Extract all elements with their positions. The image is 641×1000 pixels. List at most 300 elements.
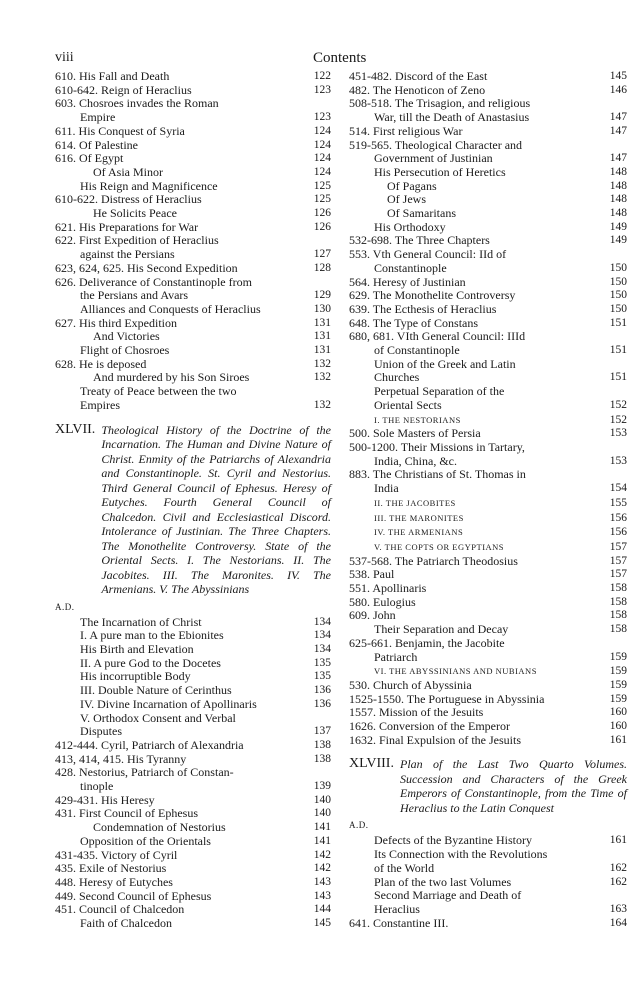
toc-entry [55,97,331,111]
toc-entry [349,596,627,610]
toc-entry-text: 609. John [349,608,396,623]
toc-entry [349,207,627,221]
toc-entry [349,262,627,276]
toc-entry-title [55,807,307,821]
toc-entry-page: 159 [609,692,627,705]
toc-entry-title [55,234,307,248]
toc-entry-title [55,849,307,863]
toc-entry-page: 142 [313,862,331,875]
toc-entry-title [55,84,307,98]
toc-entry-title [55,371,307,385]
toc-entry [349,623,627,637]
toc-entry [55,139,331,153]
toc-entry-title [349,568,603,582]
toc-entry-text: 435. Exile of Nestorius [55,861,167,876]
toc-entry-page: 131 [313,330,331,343]
toc-entry-page: 156 [609,526,627,539]
toc-entry-title [55,152,307,166]
toc-entry [55,739,331,753]
toc-entry-text: Constantinople [374,260,447,275]
chapter-heading [55,423,331,597]
toc-entry-title [349,511,603,526]
toc-entry [349,152,627,166]
toc-entry-title [55,166,307,180]
toc-entry-text: 532-698. The Three Chapters [349,233,490,248]
toc-entry-text: 519-565. Theological Character and [349,137,523,152]
toc-entry [349,651,627,665]
toc-entry-text: Alliances and Conquests of Heraclius [80,301,261,316]
chapter-summary: Plan of the Last Two Quarto Volumes. Succession and Characters of the Greek Emperors of Constantinople, from the Time of Heraclius to the Latin Conquest [399,757,627,815]
toc-entry-title [349,180,603,194]
toc-entry [349,455,627,469]
toc-entry [55,629,331,643]
toc-entry-text: Defects of the Byzantine History [374,833,532,848]
toc-entry-text: 564. Heresy of Justinian [349,274,466,289]
toc-entry-title [349,111,603,125]
toc-entry [349,248,627,262]
toc-entry-text: Oriental Sects [374,397,442,412]
toc-entry-page: 150 [609,289,627,302]
toc-entry [349,180,627,194]
toc-entry [349,540,627,555]
toc-entry-page: 125 [313,193,331,206]
toc-entry-text: His Orthodoxy [374,219,446,234]
toc-entry-title [55,289,307,303]
toc-entry [349,413,627,428]
toc-entry-text: VI. THE ABYSSINIANS AND NUBIANS [374,666,537,677]
toc-entry-page: 131 [313,344,331,357]
toc-entry-title [349,862,603,876]
toc-entry-text: Perpetual Separation of the [374,384,505,399]
toc-entry-page: 146 [609,83,627,96]
toc-entry-title [55,698,307,712]
toc-entry [349,358,627,372]
toc-entry-text: Heraclius [374,901,420,916]
toc-entry [55,725,331,739]
toc-entry-page: 153 [609,427,627,440]
toc-entry-text: 627. His third Expedition [55,315,177,330]
toc-entry [349,903,627,917]
toc-entry [55,712,331,726]
toc-entry-title [55,180,307,194]
toc-entry-title [55,276,307,290]
toc-entry-text: Of Asia Minor [93,164,163,179]
toc-entry-text: 610-622. Distress of Heraclius [55,192,202,207]
toc-entry-text: 648. The Type of Constans [349,315,479,330]
toc-entry-title [349,651,603,665]
toc-entry [349,525,627,540]
toc-entry-page: 124 [313,138,331,151]
toc-entry [55,684,331,698]
toc-entry-title [349,97,603,111]
toc-entry [349,276,627,290]
toc-entry-page: 147 [609,124,627,137]
chapter-number: XLVII. [55,421,96,437]
toc-entry-text: 610. His Fall and Death [55,69,170,83]
toc-entry-title [349,468,603,482]
toc-entry-page: 135 [313,670,331,683]
toc-entry-page: 132 [313,357,331,370]
toc-entry-title [55,125,307,139]
toc-entry [55,371,331,385]
toc-entry-title [349,221,603,235]
toc-entry-title [349,193,603,207]
chapter-heading [349,757,627,815]
toc-entry-title [55,780,307,794]
toc-entry [55,698,331,712]
toc-entry-title [349,482,603,496]
toc-entry [349,917,627,931]
toc-entry-text: II. A pure God to the Docetes [80,655,221,670]
toc-entry-text: 614. Of Palestine [55,137,138,152]
toc-entry-page: 152 [609,413,627,426]
toc-entry-text: 629. The Monothelite Controversy [349,288,516,303]
toc-entry [55,276,331,290]
toc-entry-title [55,684,307,698]
toc-entry-page: 157 [609,568,627,581]
toc-entry-text: 500. Sole Masters of Persia [349,426,481,441]
toc-entry [349,70,627,84]
toc-entry-title [349,317,603,331]
toc-entry-text: His Reign and Magnificence [80,178,218,193]
toc-entry-page: 151 [609,316,627,329]
toc-entry-text: Opposition of the Orientals [80,833,211,848]
toc-entry-text: India [374,481,399,496]
toc-entry-text: 482. The Henoticon of Zeno [349,82,486,97]
toc-entry-title [55,890,307,904]
toc-entry-page: 128 [313,261,331,274]
toc-entry-text: And murdered by his Son Siroes [93,370,250,385]
toc-entry-title [349,139,603,153]
toc-list [55,70,331,413]
toc-entry-page: 150 [609,261,627,274]
toc-entry-page: 126 [313,220,331,233]
toc-list [349,70,627,747]
toc-entry-page: 150 [609,275,627,288]
toc-entry-page: 151 [609,371,627,384]
toc-entry-text: I. THE NESTORIANS [374,414,461,425]
toc-entry-text: He Solicits Peace [93,206,177,221]
toc-entry-title [349,706,603,720]
toc-entry-page: 134 [313,615,331,628]
toc-entry [55,207,331,221]
toc-entry-page: 162 [609,861,627,874]
toc-entry-page: 159 [609,650,627,663]
toc-entry-text: 429-431. His Heresy [55,792,155,807]
toc-entry-text: 1525-1550. The Portuguese in Abyssinia [349,691,545,706]
toc-entry-page: 147 [609,111,627,124]
toc-entry-title [349,609,603,623]
toc-entry-text: 622. First Expedition of Heraclius [55,233,219,248]
left-column [55,70,331,931]
toc-entry-text: IV. THE ARMENIANS [374,527,464,538]
toc-entry-title [55,766,307,780]
toc-entry-text: Faith of Chalcedon [80,916,172,931]
toc-entry-page: 152 [609,398,627,411]
toc-entry-page: 160 [609,706,627,719]
toc-entry-title [55,616,307,630]
toc-entry-page: 148 [609,207,627,220]
toc-entry-title [55,207,307,221]
toc-entry [349,679,627,693]
toc-entry [55,330,331,344]
toc-entry-text: The Incarnation of Christ [80,614,202,629]
toc-entry [55,862,331,876]
toc-entry [55,262,331,276]
toc-entry [349,139,627,153]
toc-entry-title [349,125,603,139]
toc-entry-page: 138 [313,738,331,751]
toc-entry-page: 136 [313,684,331,697]
toc-entry-title [349,525,603,540]
toc-entry [55,794,331,808]
toc-entry-title [55,670,307,684]
toc-entry-text: 431. First Council of Ephesus [55,806,198,821]
toc-entry [55,358,331,372]
toc-entry-text: His Birth and Elevation [80,641,194,656]
toc-entry [349,221,627,235]
toc-entry-text: 1557. Mission of the Jesuits [349,705,484,720]
toc-entry-title [349,623,603,637]
toc-entry-title [349,262,603,276]
toc-entry [349,706,627,720]
toc-entry-title [55,725,307,739]
toc-entry-title [55,643,307,657]
toc-entry-title [349,207,603,221]
toc-entry [349,496,627,511]
toc-entry-text: of Constantinople [374,343,460,358]
toc-entry-title [349,330,603,344]
toc-entry-title [55,344,307,358]
toc-entry-page: 140 [313,807,331,820]
toc-entry-title [349,166,603,180]
toc-entry [55,670,331,684]
toc-entry [55,166,331,180]
toc-entry-text: Government of Justinian [374,151,493,166]
toc-entry-page: 126 [313,207,331,220]
toc-entry-title [349,889,603,903]
toc-entry [349,693,627,707]
toc-entry-text: IV. Divine Incarnation of Apollinaris [80,696,257,711]
toc-entry-text: Empire [80,110,116,125]
toc-entry-page: 127 [313,248,331,261]
toc-entry-title [55,330,307,344]
toc-entry-page: 159 [609,665,627,678]
toc-entry-text: 538. Paul [349,567,395,582]
toc-entry [349,637,627,651]
toc-entry-text: of the World [374,860,435,875]
toc-entry-title [349,582,603,596]
toc-entry-title [349,664,603,679]
toc-entry-title [349,427,603,441]
toc-entry-text: Of Pagans [387,178,437,193]
toc-entry-text: 610-642. Reign of Heraclius [55,82,192,97]
toc-entry [55,125,331,139]
toc-entry-page: 155 [609,496,627,509]
toc-entry-page: 160 [609,720,627,733]
toc-entry [55,616,331,630]
toc-entry [55,248,331,262]
page-number: viii [55,50,74,65]
toc-entry-page: 153 [609,454,627,467]
toc-entry-text: 451-482. Discord of the East [349,69,488,83]
toc-entry [349,125,627,139]
toc-entry-page: 139 [313,780,331,793]
toc-entry-page: 151 [609,344,627,357]
toc-entry [349,848,627,862]
toc-entry-page: 129 [313,289,331,302]
toc-list [55,616,331,931]
toc-entry-text: And Victories [93,329,160,344]
toc-entry-page: 149 [609,220,627,233]
toc-entry-title [349,917,603,931]
toc-entry [349,482,627,496]
toc-entry [55,234,331,248]
toc-entry-text: 621. His Preparations for War [55,219,199,234]
toc-entry-page: 123 [313,83,331,96]
toc-entry-page: 158 [609,595,627,608]
toc-entry-title [55,262,307,276]
toc-entry-page: 145 [609,70,627,82]
toc-entry-text: Patriarch [374,649,418,664]
toc-entry-page: 141 [313,834,331,847]
toc-entry-text: Flight of Chosroes [80,343,170,358]
toc-entry-title [349,152,603,166]
toc-entry-title [55,358,307,372]
toc-entry-text: 551. Apollinaris [349,581,427,596]
toc-entry-text: 428. Nestorius, Patriarch of Constan- [55,765,234,780]
toc-entry-title [55,193,307,207]
toc-entry [55,193,331,207]
toc-entry-page: 144 [313,903,331,916]
toc-entry-title [55,317,307,331]
toc-entry [55,152,331,166]
toc-entry [349,834,627,848]
toc-entry-title [55,876,307,890]
toc-entry-title [55,248,307,262]
toc-entry-text: 623, 624, 625. His Second Expedition [55,260,238,275]
toc-entry-title [349,289,603,303]
toc-entry-title [349,84,603,98]
toc-entry-text: Plan of the two last Volumes [374,874,512,889]
toc-entry-text: Treaty of Peace between the two [80,384,237,399]
toc-entry [55,344,331,358]
toc-entry-text: 1626. Conversion of the Emperor [349,719,510,734]
toc-entry [349,441,627,455]
toc-entry-page: 131 [313,316,331,329]
toc-entry-text: 639. The Ecthesis of Heraclius [349,301,497,316]
toc-entry [55,111,331,125]
toc-entry-page: 134 [313,629,331,642]
toc-entry-page: 148 [609,193,627,206]
toc-entry [55,289,331,303]
toc-entry-page: 132 [313,371,331,384]
toc-entry-page: 124 [313,165,331,178]
toc-entry [55,317,331,331]
toc-entry [349,289,627,303]
toc-entry-title [349,903,603,917]
toc-entry-page: 141 [313,821,331,834]
toc-entry [55,835,331,849]
toc-entry-page: 138 [313,752,331,765]
toc-entry-title [55,712,307,726]
toc-entry [55,821,331,835]
toc-entry [55,766,331,780]
toc-entry-text: Condemnation of Nestorius [93,820,226,835]
toc-entry-page: 158 [609,609,627,622]
toc-entry-page: 142 [313,848,331,861]
toc-entry [55,753,331,767]
toc-entry [55,903,331,917]
toc-entry [55,780,331,794]
toc-entry [55,876,331,890]
toc-entry-title [349,385,603,399]
toc-entry [349,889,627,903]
toc-entry-title [349,679,603,693]
toc-entry [349,555,627,569]
toc-entry-title [349,399,603,413]
toc-entry-title [349,248,603,262]
toc-entry [349,720,627,734]
toc-entry-text: V. Orthodox Consent and Verbal [80,710,236,725]
toc-entry-text: 530. Church of Abyssinia [349,677,472,692]
toc-entry [349,166,627,180]
toc-entry [55,657,331,671]
toc-entry-page: 123 [313,111,331,124]
toc-entry-text: against the Persians [80,247,175,262]
toc-entry-title [349,720,603,734]
toc-entry-text: I. A pure man to the Ebionites [80,628,224,643]
toc-entry-text: III. THE MARONITES [374,512,464,523]
toc-entry [349,582,627,596]
toc-entry-text: India, China, &c. [374,453,457,468]
toc-entry-title [55,385,307,399]
toc-entry-title [55,221,307,235]
toc-entry-title [349,234,603,248]
toc-entry-title [349,876,603,890]
toc-entry-page: 163 [609,902,627,915]
toc-entry-text: Second Marriage and Death of [374,888,522,903]
toc-entry-text: 413, 414, 415. His Tyranny [55,751,187,766]
toc-entry-title [55,917,307,931]
toc-entry-title [349,371,603,385]
toc-entry-text: tinople [80,779,114,794]
toc-entry-text: Their Separation and Decay [374,622,509,637]
toc-entry [55,399,331,413]
toc-entry-page: 148 [609,179,627,192]
toc-entry-text: 626. Deliverance of Constantinople from [55,274,252,289]
toc-entry [349,111,627,125]
toc-list [349,834,627,930]
toc-entry [55,303,331,317]
toc-entry-page: 150 [609,302,627,315]
toc-entry [55,221,331,235]
toc-entry-text: 508-518. The Trisagion, and religious [349,96,531,111]
toc-entry-title [55,70,307,84]
toc-entry [55,890,331,904]
toc-entry [349,303,627,317]
ad-label: A.D. [349,820,369,831]
toc-entry-text: 449. Second Council of Ephesus [55,888,212,903]
toc-entry-title [349,413,603,428]
toc-entry [349,511,627,526]
toc-entry-title [349,455,603,469]
toc-entry-title [55,753,307,767]
toc-entry-text: II. THE JACOBITES [374,497,456,508]
toc-entry-page: 157 [609,554,627,567]
toc-entry-text: 641. Constantine III. [349,915,449,930]
toc-entry-title [55,629,307,643]
